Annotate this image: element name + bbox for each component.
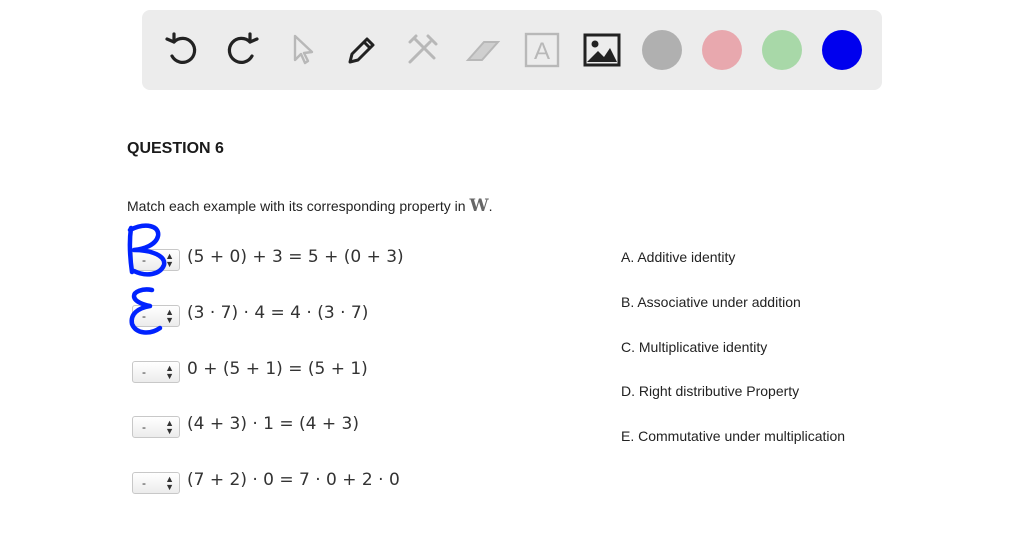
option-e: E. Commutative under multiplication <box>621 428 846 444</box>
undo-icon[interactable] <box>162 30 202 70</box>
select-value: - <box>142 365 146 379</box>
color-pink-swatch[interactable] <box>702 30 742 70</box>
answer-select[interactable] <box>132 416 180 438</box>
select-value: - <box>142 476 146 490</box>
example-expression: (5 + 0) + 3 = 5 + (0 + 3) <box>187 247 404 267</box>
question-prompt <box>127 196 493 216</box>
select-value: - <box>142 420 146 434</box>
svg-text:A: A <box>533 38 551 65</box>
whole-numbers-symbol: W <box>469 196 489 216</box>
option-d: D. Right distributive Property <box>621 383 800 399</box>
select-arrows-icon: ▲ ▼ <box>165 418 174 436</box>
example-expression: (4 + 3) · 1 = (4 + 3) <box>187 414 359 434</box>
select-arrows-icon: ▲ ▼ <box>165 474 174 492</box>
redo-icon[interactable] <box>222 30 262 70</box>
drawing-toolbar <box>142 10 882 90</box>
pointer-icon[interactable] <box>282 30 322 70</box>
option-a: A. Additive identity <box>621 249 736 265</box>
eraser-icon[interactable] <box>462 30 502 70</box>
select-value: - <box>142 253 146 267</box>
example-expression: 0 + (5 + 1) = (5 + 1) <box>187 359 368 379</box>
example-expression: (7 + 2) · 0 = 7 · 0 + 2 · 0 <box>187 470 400 490</box>
answer-select[interactable] <box>132 249 180 271</box>
text-icon[interactable] <box>522 30 562 70</box>
question-title: QUESTION 6 <box>127 140 224 157</box>
color-blue-swatch[interactable] <box>822 30 862 70</box>
option-c: C. Multiplicative identity <box>621 339 768 355</box>
answer-select[interactable] <box>132 305 180 327</box>
answer-select[interactable] <box>132 361 180 383</box>
select-value: - <box>142 309 146 323</box>
color-green-swatch[interactable] <box>762 30 802 70</box>
prompt-end: . <box>488 198 493 214</box>
pen-icon[interactable] <box>342 30 382 70</box>
answer-select[interactable] <box>132 472 180 494</box>
option-b: B. Associative under addition <box>621 294 801 310</box>
prompt-text: Match each example with its corresponding property in <box>127 198 466 214</box>
example-expression: (3 · 7) · 4 = 4 · (3 · 7) <box>187 303 369 323</box>
image-icon[interactable] <box>582 30 622 70</box>
select-arrows-icon: ▲ ▼ <box>165 363 174 381</box>
select-arrows-icon: ▲ ▼ <box>165 251 174 269</box>
color-gray-swatch[interactable] <box>642 30 682 70</box>
tools-icon[interactable] <box>402 30 442 70</box>
select-arrows-icon: ▲ ▼ <box>165 307 174 325</box>
